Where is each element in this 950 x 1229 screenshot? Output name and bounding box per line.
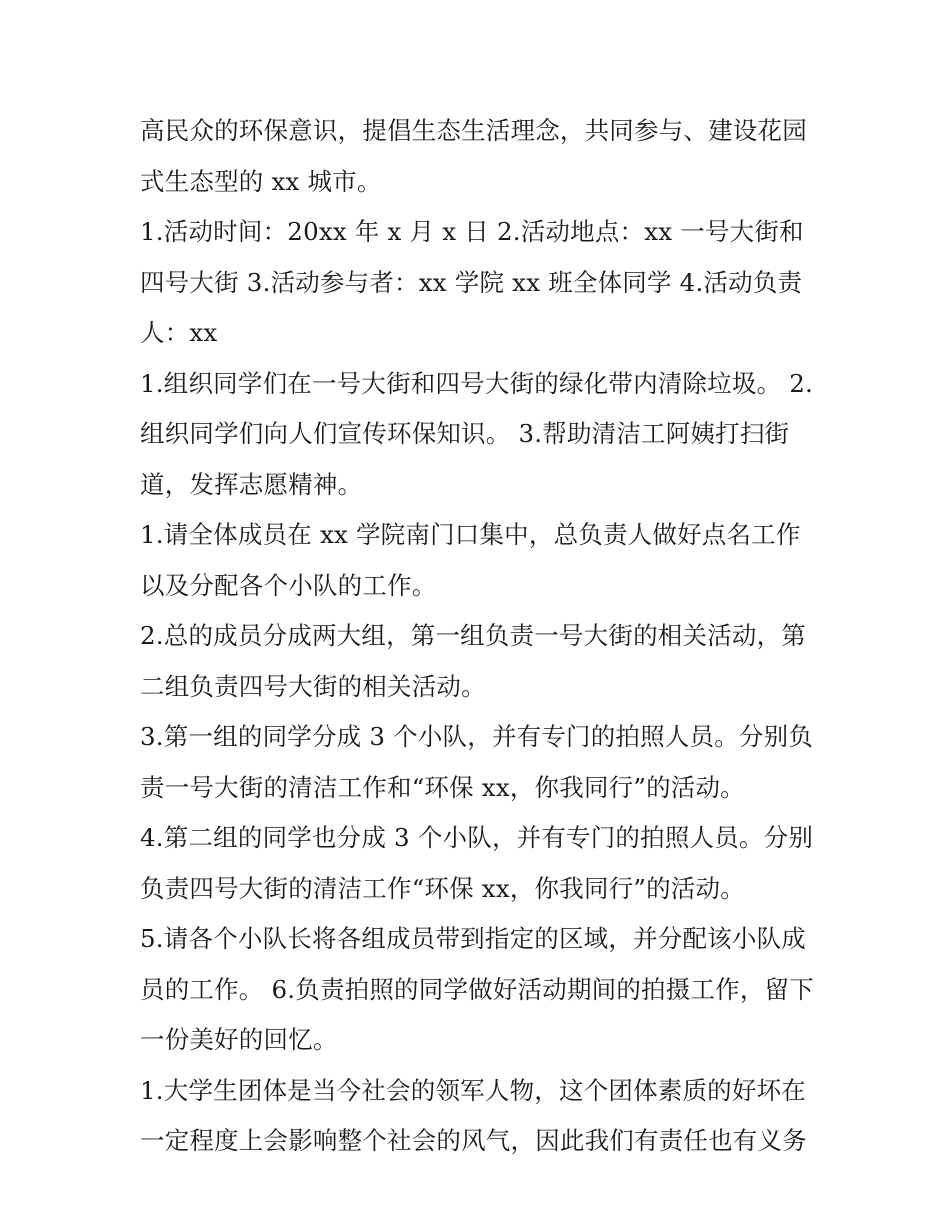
- paragraph-step-3: 3.第一组的同学分成 3 个小队，并有专门的拍照人员。分别负责一号大街的清洁工作和“环保 xx，你我同行”的活动。: [140, 722, 814, 802]
- paragraph-activity-content: 1.组织同学们在一号大街和四号大街的绿化带内清除垃圾。 2.组织同学们向人们宣传环保知识。 3.帮助清洁工阿姨打扫街道，发挥志愿精神。: [140, 368, 814, 499]
- paragraph-intro: 高民众的环保意识，提倡生态生活理念，共同参与、建设花园式生态型的 xx 城市。: [140, 116, 807, 196]
- paragraph-significance: 1.大学生团体是当今社会的领军人物，这个团体素质的好坏在一定程度上会影响整个社会的风气，因此我们有责任也有义务: [140, 1075, 807, 1155]
- paragraph-step-1: 1.请全体成员在 xx 学院南门口集中，总负责人做好点名工作以及分配各个小队的工作。: [140, 520, 801, 600]
- paragraph-activity-info: 1.活动时间：20xx 年 x 月 x 日 2.活动地点：xx 一号大街和四号大街 3.活动参与者：xx 学院 xx 班全体同学 4.活动负责人：xx: [140, 217, 804, 347]
- paragraph-step-5: 5.请各个小队长将各组成员带到指定的区域，并分配该小队成员的工作。 6.负责拍照的同学做好活动期间的拍摄工作，留下一份美好的回忆。: [140, 924, 814, 1054]
- paragraph-step-2: 2.总的成员分成两大组，第一组负责一号大街的相关活动，第二组负责四号大街的相关活动。: [140, 621, 806, 701]
- paragraph-step-4: 4.第二组的同学也分成 3 个小队，并有专门的拍照人员。分别负责四号大街的清洁工作“环保 xx，你我同行”的活动。: [140, 823, 814, 903]
- document-body: [140, 106, 815, 1167]
